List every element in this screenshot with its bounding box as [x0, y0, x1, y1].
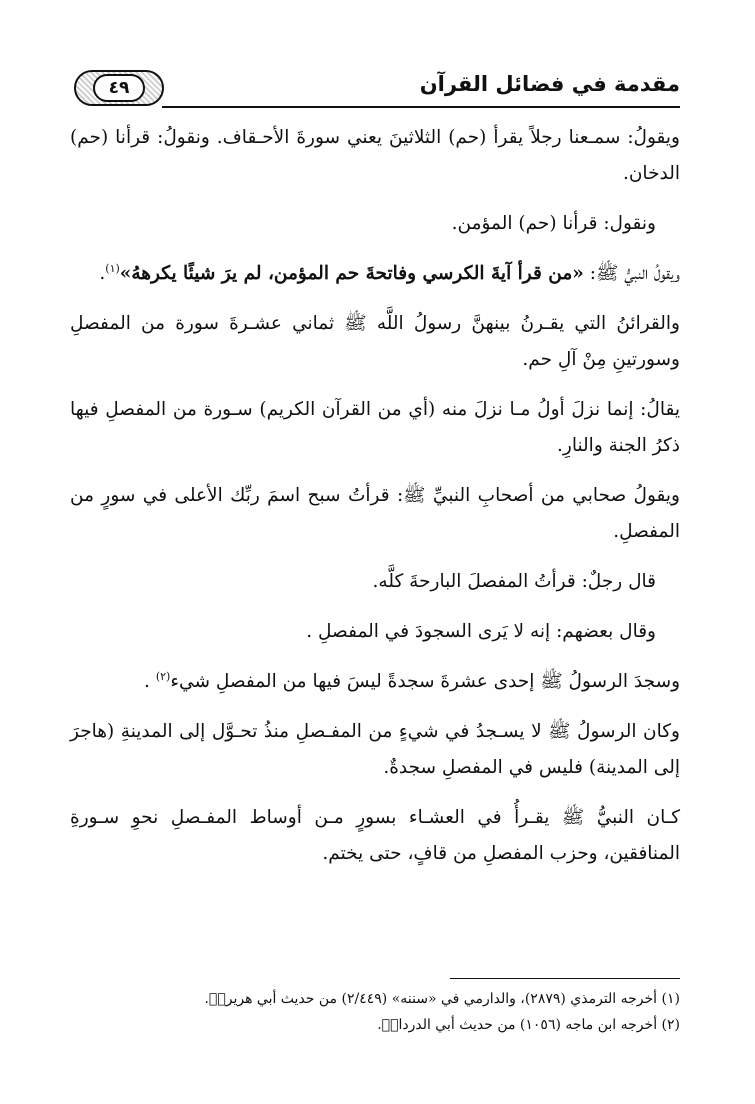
paragraph: [70, 120, 680, 192]
paragraph: [70, 614, 680, 650]
footnote-separator: [450, 978, 680, 979]
paragraph-text: ويقولُ: سمـعنا رجلاً يقرأ (حم) الثلاثينَ يعني سورةَ الأحـقاف. ونقولُ: قرأنا (حم) الدخان.: [70, 127, 680, 184]
paragraph: [70, 714, 680, 786]
page-number-badge: [74, 70, 164, 106]
paragraph: [70, 206, 680, 242]
paragraph-text: وقال بعضهم: إنه لا يَرى السجودَ في المفصلِ .: [306, 621, 656, 642]
paragraph: [70, 664, 680, 700]
hadith-quote: «من قرأ آيةَ الكرسي وفاتحةَ حم المؤمن، لم يرَ شيئًا يكرههُ»: [119, 263, 584, 284]
footnote: (٢) أخرجه ابن ماجه (١٠٥٦) من حديث أبي الدرداءؓ.: [377, 1017, 680, 1033]
paragraph-text: ويقولُ النبيُّ ﷺ:: [583, 263, 680, 284]
footnote-ref: (١): [105, 261, 120, 275]
paragraph-text: قال رجلٌ: قرأتُ المفصلَ البارحةَ كلَّه.: [372, 571, 656, 592]
page-number: ٤٩: [93, 74, 145, 102]
footnote: (١) أخرجه الترمذي (٢٨٧٩)، والدارمي في «سننه» (٢/٤٤٩) من حديث أبي هريرةؓ.: [204, 991, 680, 1007]
paragraph: [70, 800, 680, 872]
paragraph-text: .: [99, 263, 106, 284]
page-header: [70, 68, 680, 110]
paragraph: [70, 306, 680, 378]
footnote-ref: (٢): [155, 669, 171, 683]
header-rule: [162, 106, 680, 108]
main-text: [70, 120, 680, 886]
paragraph-text: كـان النبيُّ ﷺ يقـرأُ في العشـاء بسورٍ مـن أوساط المفـصلِ نحوِ سـورةِ المنافقين، وحزب المفصلِ من قافٍ، حتى يختم.: [70, 807, 680, 864]
paragraph: [70, 478, 680, 550]
footnotes: [70, 986, 680, 1038]
paragraph: [70, 392, 680, 464]
paragraph-text: وكان الرسولُ ﷺ لا يسـجدُ في شيءٍ من المفـصلِ منذُ تحـوَّل إلى المدينةِ (هاجرَ إلى المدينة) فليس في المفصلِ سجدةٌ.: [70, 721, 680, 778]
book-title: مقدمة في فضائل القرآن: [419, 72, 680, 96]
paragraph: [70, 256, 680, 292]
paragraph: [70, 564, 680, 600]
paragraph-text: ويقولُ صحابي من أصحابِ النبيِّ ﷺ: قرأتُ سبح اسمَ ربِّك الأعلى في سورٍ من المفصلِ.: [70, 485, 680, 542]
paragraph-text: وسجدَ الرسولُ ﷺ إحدى عشرةَ سجدةً ليسَ فيها من المفصلِ شيء: [170, 671, 680, 692]
paragraph-text: والقرائنُ التي يقـرنُ بينهنَّ رسولُ اللَّه ﷺ ثماني عشـرةَ سورة من المفصلِ وسورتينِ مِنْ آلِ حم.: [70, 313, 680, 370]
paragraph-text: يقالُ: إنما نزلَ أولُ مـا نزلَ منه (أي من القرآن الكريم) سـورة من المفصلِ فيها ذكرُ الجنة والنارِ.: [70, 399, 680, 456]
paragraph-text: ونقول: قرأنا (حم) المؤمن.: [451, 213, 656, 234]
paragraph-text: .: [144, 671, 156, 692]
